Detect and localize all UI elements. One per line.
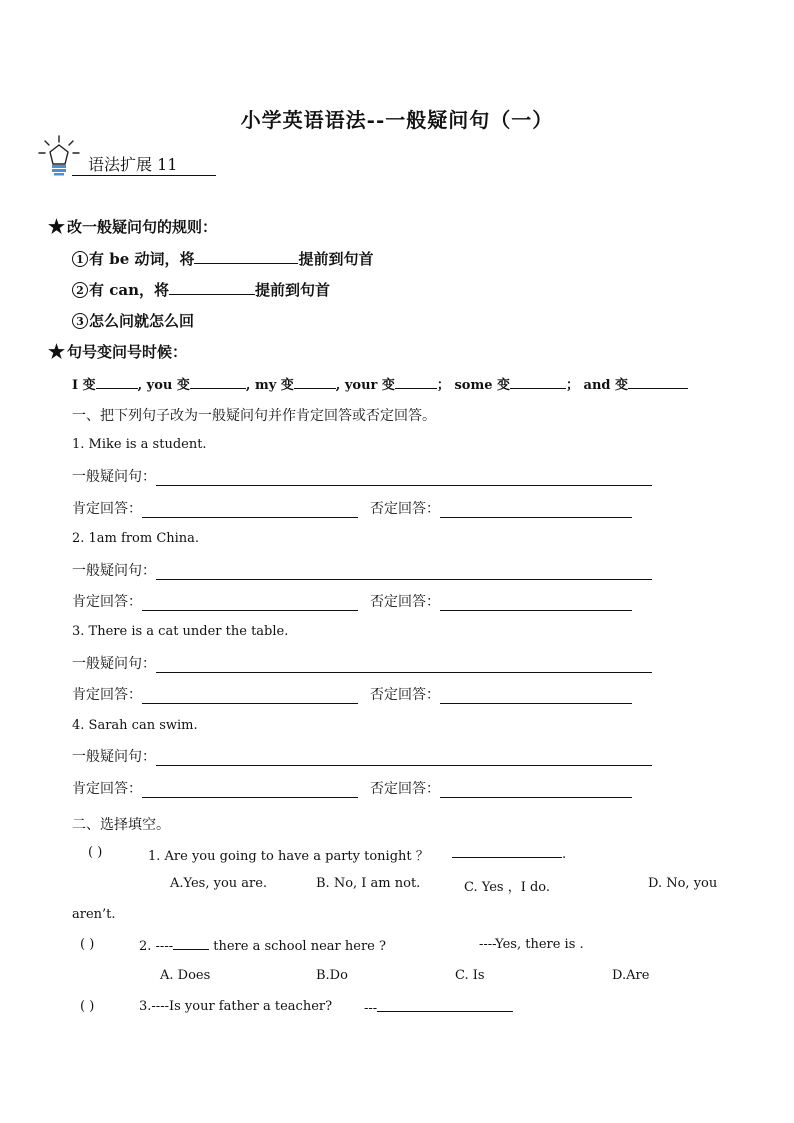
no-answer-line[interactable] bbox=[440, 505, 632, 518]
rules-heading: ★ 改一般疑问句的规则： bbox=[48, 216, 218, 238]
fill-blank[interactable] bbox=[169, 280, 255, 295]
q2-option-a[interactable]: A. Does bbox=[160, 968, 211, 983]
q1-answer: . bbox=[452, 845, 566, 862]
q3-text: 3.----Is your father a teacher? bbox=[139, 999, 333, 1014]
no-answer-line[interactable] bbox=[440, 598, 632, 611]
fill-blank[interactable] bbox=[628, 374, 688, 389]
rule-item-3: 3 怎么问就怎么回 bbox=[72, 310, 194, 331]
fill-blank[interactable] bbox=[194, 249, 298, 264]
answer-row: 肯定回答： 否定回答： bbox=[72, 591, 632, 611]
q1-text: 1. Are you going to have a party tonight ？ bbox=[148, 849, 429, 864]
q3-response: --- bbox=[364, 999, 513, 1016]
part1-instruction: 一、把下列句子改为一般疑问句并作肯定回答或否定回答。 bbox=[72, 408, 436, 424]
circled-number: 1 bbox=[72, 251, 88, 267]
q2-text: 2. ---- there a school near here ? bbox=[139, 939, 386, 954]
no-answer-line[interactable] bbox=[440, 691, 632, 704]
answer-row: 肯定回答： 否定回答： bbox=[72, 498, 632, 518]
q1-option-c[interactable]: C. Yes ，I do. bbox=[464, 880, 551, 895]
change-heading: ★ 句号变问号时候： bbox=[48, 341, 188, 363]
yes-answer-line[interactable] bbox=[142, 691, 358, 704]
question-answer-line[interactable] bbox=[156, 473, 652, 486]
q1-option-a[interactable]: A.Yes, you are. bbox=[170, 876, 268, 891]
yes-answer-line[interactable] bbox=[142, 505, 358, 518]
part2-instruction: 二、选择填空。 bbox=[72, 817, 170, 833]
question-line: 一般疑问句： bbox=[72, 466, 652, 486]
circled-number: 3 bbox=[72, 313, 88, 329]
fill-blank[interactable] bbox=[452, 845, 562, 858]
question-answer-line[interactable] bbox=[156, 753, 652, 766]
question-line: 一般疑问句： bbox=[72, 746, 652, 766]
q2-option-d[interactable]: D.Are bbox=[612, 968, 650, 983]
fill-blank[interactable] bbox=[294, 374, 336, 389]
fill-blank[interactable] bbox=[510, 374, 566, 389]
no-answer-line[interactable] bbox=[440, 785, 632, 798]
q2-option-c[interactable]: C. Is bbox=[455, 968, 485, 983]
q2-response: ----Yes, there is . bbox=[479, 937, 584, 952]
part1-sentence-3: 3. There is a cat under the table. bbox=[72, 624, 289, 639]
part1-sentence-1: 1. Mike is a student. bbox=[72, 437, 207, 452]
q1-paren[interactable]: ( ) bbox=[88, 845, 103, 860]
question-answer-line[interactable] bbox=[156, 567, 652, 580]
answer-row: 肯定回答： 否定回答： bbox=[72, 684, 632, 704]
question-line: 一般疑问句： bbox=[72, 653, 652, 673]
answer-row: 肯定回答： 否定回答： bbox=[72, 778, 632, 798]
q1-option-d-wrap: aren’t. bbox=[72, 907, 116, 922]
q2-option-b[interactable]: B.Do bbox=[316, 968, 348, 983]
yes-answer-line[interactable] bbox=[142, 598, 358, 611]
page-title: 小学英语语法--一般疑问句（一） bbox=[240, 108, 554, 132]
star-icon: ★ bbox=[48, 341, 66, 363]
rule-item-2: 2 有 can，将 提前到句首 bbox=[72, 279, 330, 300]
fill-blank[interactable] bbox=[395, 374, 437, 389]
q2-paren[interactable]: ( ) bbox=[80, 937, 95, 952]
q1-option-d[interactable]: D. No, you bbox=[648, 876, 718, 891]
fill-blank[interactable] bbox=[377, 999, 513, 1012]
q1-option-b[interactable]: B. No, I am not. bbox=[316, 876, 421, 891]
star-icon: ★ bbox=[48, 216, 66, 238]
yes-answer-line[interactable] bbox=[142, 785, 358, 798]
change-row: I 变 , you 变 , my 变 , your 变 ； some 变 ； and 变 bbox=[72, 374, 688, 393]
part1-sentence-2: 2. 1am from China. bbox=[72, 531, 200, 546]
section-tag: 语法扩展 11 bbox=[72, 152, 216, 176]
fill-blank[interactable] bbox=[173, 937, 209, 950]
rule-item-1: 1 有 be 动词，将 提前到句首 bbox=[72, 248, 374, 269]
circled-number: 2 bbox=[72, 282, 88, 298]
fill-blank[interactable] bbox=[190, 374, 246, 389]
fill-blank[interactable] bbox=[96, 374, 138, 389]
question-answer-line[interactable] bbox=[156, 660, 652, 673]
part1-sentence-4: 4. Sarah can swim. bbox=[72, 718, 198, 733]
question-line: 一般疑问句： bbox=[72, 560, 652, 580]
q3-paren[interactable]: ( ) bbox=[80, 999, 95, 1014]
